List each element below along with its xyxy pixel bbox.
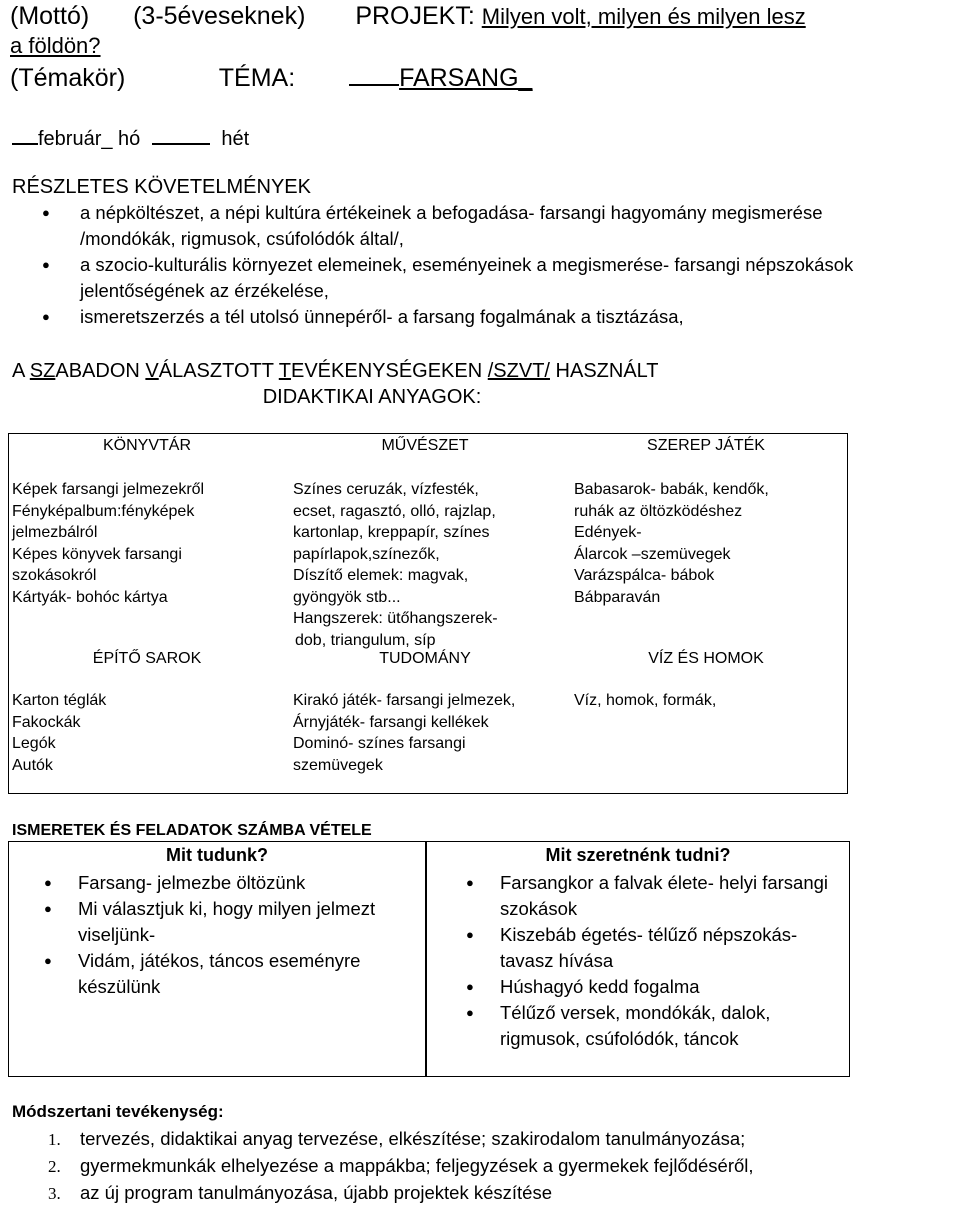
want-item: ● Farsangkor a falvak élete- helyi farsangi szokások — [462, 870, 840, 922]
methods-list — [20, 1126, 950, 1207]
build-item: Legók — [12, 735, 56, 752]
role-title: SZEREP JÁTÉK — [647, 437, 765, 454]
motto-label: (Mottó) — [10, 2, 90, 30]
water-item: Víz, homok, formák, — [574, 692, 717, 709]
build-item: Karton téglák — [12, 692, 107, 709]
science-item: Dominó- színes farsangi — [293, 735, 466, 752]
art-item: kartonlap, kreppapír, színes — [293, 524, 490, 541]
known-list — [40, 870, 410, 1000]
role-item: Álarcok –szemüvegek — [574, 545, 731, 563]
known-item: ● Farsang- jelmezbe öltözünk — [40, 870, 410, 896]
method-item: 2. gyermekmunkák elhelyezése a mappákba; feljegyzések a gyermekek fejlődéséről, — [48, 1155, 754, 1176]
art-item: papírlapok,színezők, — [293, 545, 440, 563]
art-list — [293, 479, 498, 651]
role-list — [574, 479, 769, 608]
water-list — [574, 690, 716, 712]
role-item: Edények- — [574, 524, 642, 541]
build-title: ÉPÍTŐ SAROK — [92, 650, 202, 667]
role-item: ruhák az öltözködéshez — [574, 502, 743, 520]
want-item: ● Húshagyó kedd fogalma — [462, 974, 840, 1000]
age-label: (3-5éveseknek) — [133, 2, 306, 30]
project-label: PROJEKT: — [355, 2, 475, 30]
known-item: ● Vidám, játékos, táncos eseményre készülünk — [40, 948, 410, 1000]
build-item: Autók — [12, 756, 53, 774]
build-item: Fakockák — [12, 713, 81, 731]
science-title: TUDOMÁNY — [379, 650, 471, 667]
role-item: Babasarok- babák, kendők, — [574, 481, 769, 498]
requirements-list — [40, 200, 940, 330]
library-item: Kártyák- bohóc kártya — [12, 588, 168, 606]
science-item: Kirakó játék- farsangi jelmezek, — [293, 692, 516, 709]
theme-label: TÉMA: — [218, 64, 296, 92]
requirements-title: RÉSZLETES KÖVETELMÉNYEK — [12, 176, 311, 198]
art-item: ecset, ragasztó, olló, rajzlap, — [293, 502, 496, 520]
library-item: szokásokról — [12, 567, 97, 584]
library-item: Fényképalbum:fényképek — [12, 502, 195, 520]
art-item: gyöngyök stb... — [293, 588, 401, 606]
role-item: Varázspálca- bábok — [574, 567, 715, 584]
role-item: Bábparaván — [574, 588, 661, 606]
requirement-item: ● a szocio-kulturális környezet elemeinek, eseményeinek a megismerése- farsangi népszokások jelentőségének az érzékelése, — [40, 252, 870, 304]
art-item: Díszítő elemek: magvak, — [293, 567, 469, 584]
week-line — [12, 128, 249, 151]
didactic-heading — [12, 358, 752, 410]
want-item: ● Télűző versek, mondókák, dalok, rigmusok, csúfolódók, táncok — [462, 1000, 840, 1052]
month-label: február_ hó — [38, 128, 141, 150]
water-title: VÍZ ÉS HOMOK — [648, 650, 764, 667]
methods-title: Módszertani tevékenység: — [12, 1102, 224, 1121]
science-item: szemüvegek — [293, 756, 383, 774]
header-line-3 — [10, 63, 532, 93]
method-item: 3. az új program tanulmányozása, újabb projektek készítése — [48, 1182, 553, 1203]
project-title-cont: a földön? — [10, 33, 101, 58]
didactic-heading-line1: A SZABADON VÁLASZTOTT TEVÉKENYSÉGEKEN /SZVT/ HASZNÁLT — [12, 360, 659, 382]
known-item: ● Mi választjuk ki, hogy milyen jelmezt viseljünk- — [40, 896, 410, 948]
requirement-item: ● ismeretszerzés a tél utolsó ünnepéről- a farsang fogalmának a tisztázása, — [40, 304, 940, 330]
art-item: dob, triangulum, síp — [295, 631, 436, 649]
known-title: Mit tudunk? — [166, 845, 268, 865]
want-list — [462, 870, 840, 1052]
knowledge-title: ISMERETEK ÉS FELADATOK SZÁMBA VÉTELE — [12, 822, 372, 839]
theme-value: FARSANG_ — [399, 64, 533, 92]
project-title: Milyen volt, milyen és milyen lesz — [481, 4, 806, 29]
library-title: KÖNYVTÁR — [102, 437, 191, 454]
science-item: Árnyjáték- farsangi kellékek — [293, 713, 489, 731]
science-list — [293, 690, 515, 776]
requirement-item: ● a népköltészet, a népi kultúra értékeinek a befogadása- farsangi hagyomány megismerése /mondókák, rigmusok, csúfolódók által/, — [40, 200, 870, 252]
build-list — [12, 690, 106, 776]
want-title: Mit szeretnénk tudni? — [545, 845, 731, 865]
topic-label: (Témakör) — [10, 64, 126, 92]
art-item: Színes ceruzák, vízfesték, — [293, 481, 479, 498]
didactic-heading-line2: DIDAKTIKAI ANYAGOK: — [262, 386, 482, 408]
header-line-1 — [10, 1, 806, 32]
art-item: Hangszerek: ütőhangszerek- — [293, 610, 498, 627]
library-list — [12, 479, 204, 608]
library-item: Képek farsangi jelmezekről — [12, 481, 205, 498]
want-item: ● Kiszebáb égetés- télűző népszokás- tavasz hívása — [462, 922, 840, 974]
week-label: hét — [221, 128, 250, 150]
method-item: 1. tervezés, didaktikai anyag tervezése, elkészítése; szakirodalom tanulmányozása; — [48, 1128, 746, 1149]
library-item: jelmezbálról — [12, 524, 98, 541]
art-title: MŰVÉSZET — [381, 437, 469, 454]
library-item: Képes könyvek farsangi — [12, 545, 182, 563]
